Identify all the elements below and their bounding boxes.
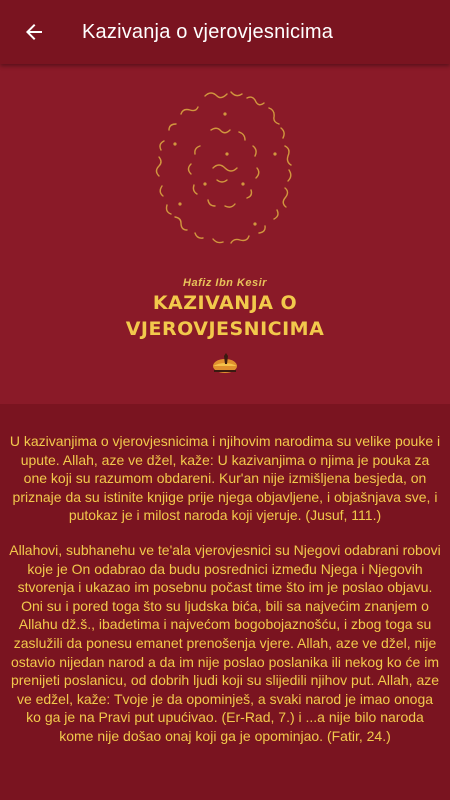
book-author: Hafiz Ibn Kesir: [183, 277, 267, 289]
book-title-line: KAZIVANJA O: [152, 292, 298, 314]
book-cover: [0, 64, 450, 404]
text-paragraph: U kazivanjima o vjerovjesnicima i njihovim narodima su velike pouke i upute. Allah, aze ve džel, kaže: U kazivanjima o njima je pouka za one koji su razumom obdareni. Kur'an nije izmišljena besjeda, on priznaje da su istinite knjige prije njega objavljene, i objašnjava sve, i putokaz je i milost naroda koji vjeruje. (Jusuf, 111.): [9, 433, 441, 524]
arrow-back-icon: [22, 20, 46, 44]
book-title-line: VJEROVJESNICIMA: [125, 318, 325, 340]
intro-text: [8, 432, 442, 762]
page-title: Kazivanja o vjerovjesnicima: [82, 20, 334, 43]
publisher-logo-icon: [210, 352, 240, 374]
text-paragraph: Allahovi, subhanehu ve te'ala vjerovjesnici su Njegovi odabrani robovi koje je On odabrao da budu posrednici između Njega i Njegovih stvorenja i ukazao im posebnu počast time što im je poslao objavu. Oni su i pored toga što su ljudska bića, bili sa najvećim znanjem o Allahu dž.š., ibadetima i najvećom bogobojaznošću, i zbog toga su zaslužili da ponesu emanet prenošenja vjere. Allah, aze ve džel, nije ostavio nijedan narod a da im nije poslao poslanika ili nekog ko će im prenijeti poslanicu, od dobrih ljudi koji su slijedili njihov put. Allah, aze ve edžel, kaže: Tvoje je da opominješ, a svaki narod je imao onoga ko ga je na Pravi put upućivao. (Er-Rad, 7.) i ...a nije bilo naroda kome nije došao onaj koji ga je opominjao. (Fatir, 24.): [9, 541, 441, 744]
book-title: [0, 290, 450, 342]
app-bar: [0, 0, 450, 64]
calligraphy-ornament: [135, 84, 315, 264]
back-button[interactable]: [6, 4, 62, 60]
